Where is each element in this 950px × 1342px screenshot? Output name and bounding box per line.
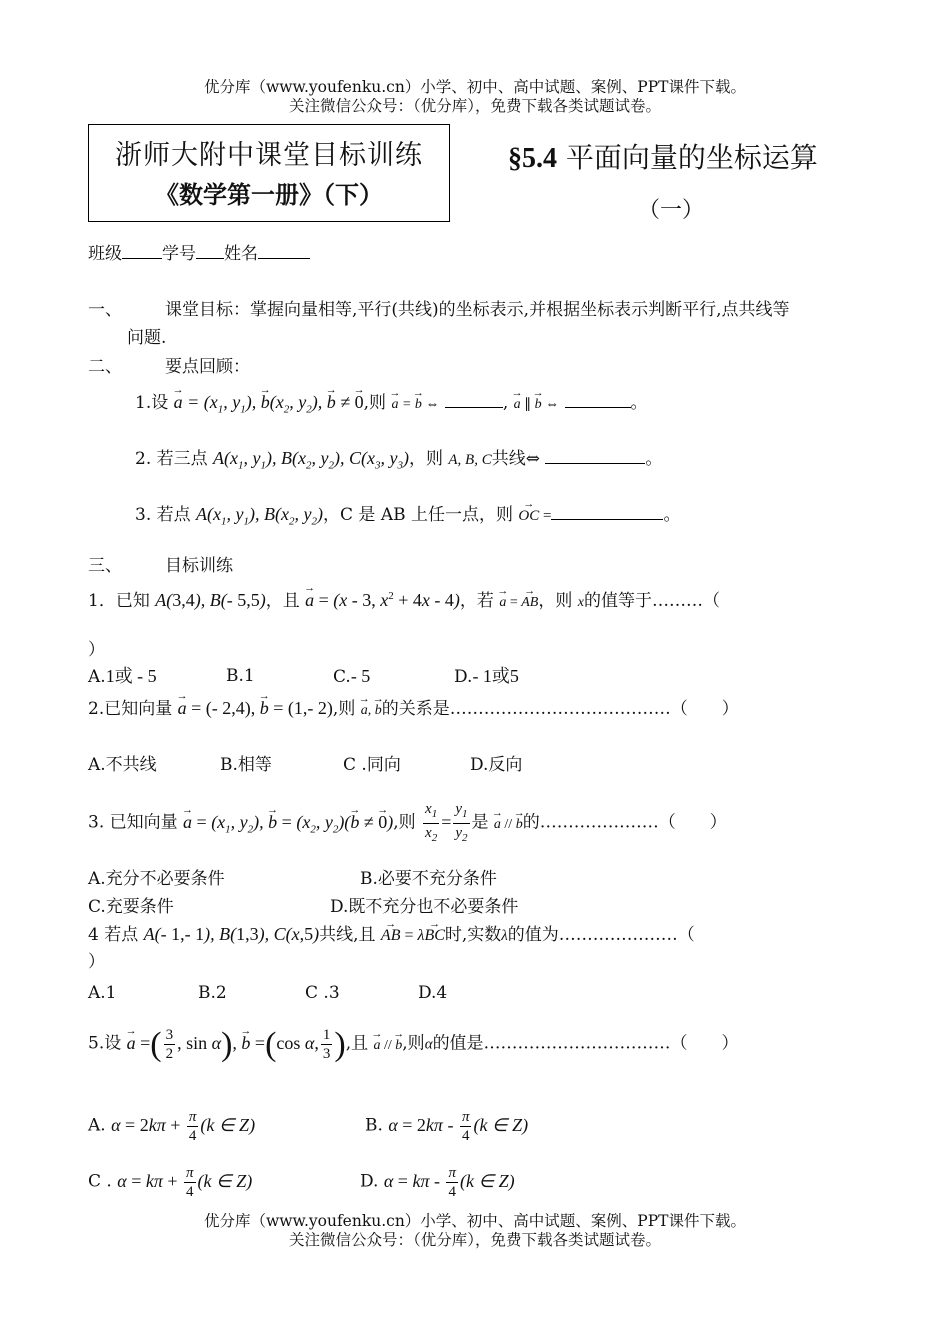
q5-opt-b-formula: α = 2kπ - $\frac{\pi}{4}$ (k ∈ Z) bbox=[388, 1109, 529, 1144]
school-title: 浙师大附中课堂目标训练 bbox=[115, 140, 423, 171]
q2-option-c[interactable]: C .同向 bbox=[343, 755, 401, 775]
class-label: 班级 bbox=[88, 244, 122, 264]
review-2-collinear: 共线 bbox=[491, 449, 526, 469]
review-item-2 bbox=[135, 448, 662, 476]
review-3-period: 。 bbox=[663, 505, 681, 525]
q5-opt-c-formula: α = kπ + $\frac{\pi}{4}$ (k ∈ Z) bbox=[117, 1165, 253, 1200]
q2-vectors: → a = (- 2,4), → b = (1,- 2) bbox=[178, 698, 333, 718]
q5-option-b[interactable] bbox=[365, 1108, 528, 1145]
review-1-prefix: 1.设 bbox=[135, 393, 169, 413]
q5-opt-a-label: A. bbox=[88, 1115, 106, 1136]
review-2-formula: $A(x_1$, $y_1$), $B(x_2$, $y_2$), $C(x_3$, $y_3$) bbox=[213, 448, 409, 472]
q3-vectors: → $a = (x_1$, $y_2$), → $b = (x_2$, $y_2)(\to b$ ≠ → 0) bbox=[183, 812, 393, 832]
review-2-prefix: 2. 若三点 bbox=[135, 449, 208, 469]
lesson-subtitle: （一） bbox=[638, 198, 705, 223]
q2-prefix: 2.已知向量 bbox=[88, 699, 173, 719]
q1-opt-a-label: A. bbox=[88, 667, 106, 687]
q3-tail: 的…………………（ ） bbox=[522, 812, 727, 833]
name-label: 姓名 bbox=[224, 244, 258, 264]
course-title-box bbox=[88, 124, 450, 222]
review-item-1: 1.设 → $a = (x_1$, $y_1$), → $b(x_2$, $y_2$), → b ≠ → 0,则 → a = → b ⇔ , → a ∥ → b ⇔ 。 bbox=[135, 392, 648, 420]
q2-option-b[interactable]: B.相等 bbox=[220, 755, 272, 775]
q4-option-b[interactable]: B.2 bbox=[198, 983, 227, 1003]
review-2-blank[interactable] bbox=[545, 449, 645, 464]
lesson-title-text: 平面向量的坐标运算 bbox=[565, 141, 818, 174]
q3-option-d[interactable]: D.既不充分也不必要条件 bbox=[330, 897, 519, 917]
question-5 bbox=[88, 1026, 739, 1063]
q4-tail1: 时,实数 bbox=[444, 925, 502, 945]
q1-opt-d-label: D. bbox=[454, 667, 473, 687]
review-2-period: 。 bbox=[645, 449, 663, 469]
q1-vector-a: → a = (x - 3, $x^2 + 4x - 4$) bbox=[305, 590, 460, 610]
q4-close: ） bbox=[88, 952, 105, 972]
q3-option-a[interactable]: A.充分不必要条件 bbox=[88, 869, 225, 889]
part3-title: 目标训练 bbox=[165, 556, 233, 576]
q3-prefix: 3. 已知向量 bbox=[88, 812, 178, 833]
review-3-prefix: 3. 若点 bbox=[135, 505, 191, 525]
q4-points: A(- 1,- 1), B(1,3), C(x,5) bbox=[143, 924, 320, 944]
review-1-blank-a[interactable] bbox=[445, 393, 503, 408]
part1-text: 课堂目标：掌握向量相等,平行(共线)的坐标表示,并根据坐标表示判断平行,点共线等 bbox=[165, 300, 790, 320]
q1-then: ，则 bbox=[538, 591, 573, 611]
q5-opt-c-label: C . bbox=[88, 1171, 112, 1192]
q4-prefix: 4 若点 bbox=[88, 925, 139, 945]
q4-mid: 共线,且 bbox=[319, 925, 376, 945]
part2-title: 要点回顾： bbox=[165, 357, 250, 377]
question-2 bbox=[88, 698, 739, 721]
q4-option-c[interactable]: C .3 bbox=[305, 983, 340, 1003]
q5-opt-a-formula: α = 2kπ + $\frac{\pi}{4}$ (k ∈ Z) bbox=[111, 1109, 256, 1144]
review-3-mid: ，C 是 AB 上任一点，则 bbox=[323, 505, 513, 525]
q5-option-a[interactable] bbox=[88, 1108, 255, 1145]
footer-line-2: 关注微信公众号：（优分库），免费下载各类试题试卷。 bbox=[288, 1231, 661, 1249]
question-1 bbox=[88, 586, 720, 613]
number-blank[interactable] bbox=[196, 244, 224, 259]
q4-relation: → AB = λ→ BC bbox=[381, 927, 445, 944]
review-1-blank-b[interactable] bbox=[565, 393, 631, 408]
student-info-line bbox=[88, 244, 310, 264]
q3-then: ,则 bbox=[393, 812, 416, 833]
q5-option-d[interactable] bbox=[360, 1164, 515, 1201]
q1-tail: 的值等于………（ bbox=[583, 591, 720, 611]
q3-option-b[interactable]: B.必要不充分条件 bbox=[360, 869, 497, 889]
q2-then: ,则 bbox=[332, 699, 356, 719]
q1-close: ） bbox=[88, 640, 105, 660]
review-1-parallel: → a ∥ → b ⇔ bbox=[514, 397, 560, 412]
q1-points: A(3,4), B(- 5,5) bbox=[155, 590, 266, 610]
q3-option-c[interactable]: C.充要条件 bbox=[88, 897, 174, 917]
q1-and: ，且 bbox=[265, 591, 300, 611]
q3-ratio: $\frac{x_1}{x_2}$ = $\frac{y_1}{y_2}$ bbox=[425, 801, 468, 844]
review-2-iff: ⇔ bbox=[525, 449, 540, 469]
review-1-equal: → a = → b ⇔ bbox=[391, 397, 439, 412]
q5-parallel: → a // → b bbox=[374, 1038, 403, 1053]
q5-tail: 的值是……………………………（ ） bbox=[432, 1033, 739, 1054]
section-number: §5.4 bbox=[508, 143, 557, 174]
footer-line-1: 优分库（www.youfenku.cn）小学、初中、高中试题、案例、PPT课件下载。 bbox=[203, 1212, 747, 1230]
lesson-title bbox=[508, 136, 818, 176]
review-1-formula: → $a = (x_1$, $y_1$), → $b(x_2$, $y_2$), → b ≠ → 0 bbox=[174, 392, 364, 412]
q1-opt-a-value: 1或 - 5 bbox=[105, 666, 157, 686]
q1-option-c[interactable] bbox=[333, 666, 370, 687]
q1-prefix: 1．已知 bbox=[88, 591, 150, 611]
q2-option-a[interactable]: A.不共线 bbox=[88, 755, 157, 775]
q1-opt-c-label: C. bbox=[333, 667, 351, 687]
q5-opt-d-formula: α = kπ - $\frac{\pi}{4}$ (k ∈ Z) bbox=[383, 1165, 515, 1200]
review-2-points: A, B, C bbox=[448, 452, 492, 468]
q4-tail2: 的值为…………………（ bbox=[507, 925, 695, 945]
q5-alpha: α bbox=[424, 1036, 433, 1053]
review-1-then: ,则 bbox=[363, 393, 387, 413]
q1-option-d[interactable] bbox=[454, 666, 519, 687]
q5-opt-b-label: B. bbox=[365, 1115, 383, 1136]
q1-x: x bbox=[577, 595, 584, 610]
class-blank[interactable] bbox=[122, 244, 162, 259]
review-3-formula: $A(x_1$, $y_1$), $B(x_2$, $y_2$) bbox=[196, 504, 323, 528]
q3-parallel: → a // → b bbox=[494, 817, 523, 832]
name-blank[interactable] bbox=[258, 244, 310, 259]
part1-text-cont: 问题. bbox=[127, 328, 167, 348]
question-3 bbox=[88, 800, 727, 847]
header-line-2: 关注微信公众号：（优分库），免费下载各类试题试卷。 bbox=[288, 97, 661, 115]
part2-number: 二、 bbox=[88, 357, 122, 377]
q5-prefix: 5.设 bbox=[88, 1033, 122, 1054]
q4-option-d[interactable]: D.4 bbox=[418, 983, 448, 1003]
q1-option-a[interactable] bbox=[88, 666, 157, 687]
q5-then: ,则 bbox=[402, 1033, 425, 1054]
q5-vectors: → a =( $\frac{3}{2}$ , sin α), → b =(cos α, $\frac{1}{3}$ ) bbox=[127, 1033, 346, 1053]
header-line-1: 优分库（www.youfenku.cn）小学、初中、高中试题、案例、PPT课件下载。 bbox=[203, 78, 747, 96]
q4-lambda: λ bbox=[501, 928, 508, 944]
q2-tail: 的关系是…………………………………（ ） bbox=[381, 699, 739, 719]
question-4 bbox=[88, 924, 695, 946]
review-3-blank[interactable] bbox=[551, 505, 663, 520]
review-item-3 bbox=[135, 504, 680, 532]
q5-option-c[interactable] bbox=[88, 1164, 252, 1201]
q2-ab: → a, → b bbox=[361, 703, 382, 718]
book-title: 《数学第一册》（下） bbox=[155, 180, 383, 209]
q3-is: 是 bbox=[471, 812, 489, 833]
part3-number: 三、 bbox=[88, 556, 122, 576]
q5-opt-d-label: D. bbox=[360, 1171, 379, 1192]
part1-number: 一、 bbox=[88, 300, 122, 320]
q1-opt-c-value: - 5 bbox=[350, 666, 371, 686]
q4-option-a[interactable]: A.1 bbox=[88, 983, 117, 1003]
review-3-oc: → OC = bbox=[518, 508, 551, 524]
q5-and: ,且 bbox=[345, 1033, 369, 1054]
q1-option-b[interactable]: B.1 bbox=[226, 666, 255, 686]
review-1-period: 。 bbox=[630, 393, 648, 413]
q2-option-d[interactable]: D.反向 bbox=[470, 755, 523, 775]
review-2-then: ，则 bbox=[408, 449, 443, 469]
q1-opt-d-value: - 1或5 bbox=[472, 666, 519, 686]
q1-if: ，若 bbox=[459, 591, 494, 611]
q1-condition: → a = → AB bbox=[499, 595, 538, 610]
number-label: 学号 bbox=[162, 244, 196, 264]
